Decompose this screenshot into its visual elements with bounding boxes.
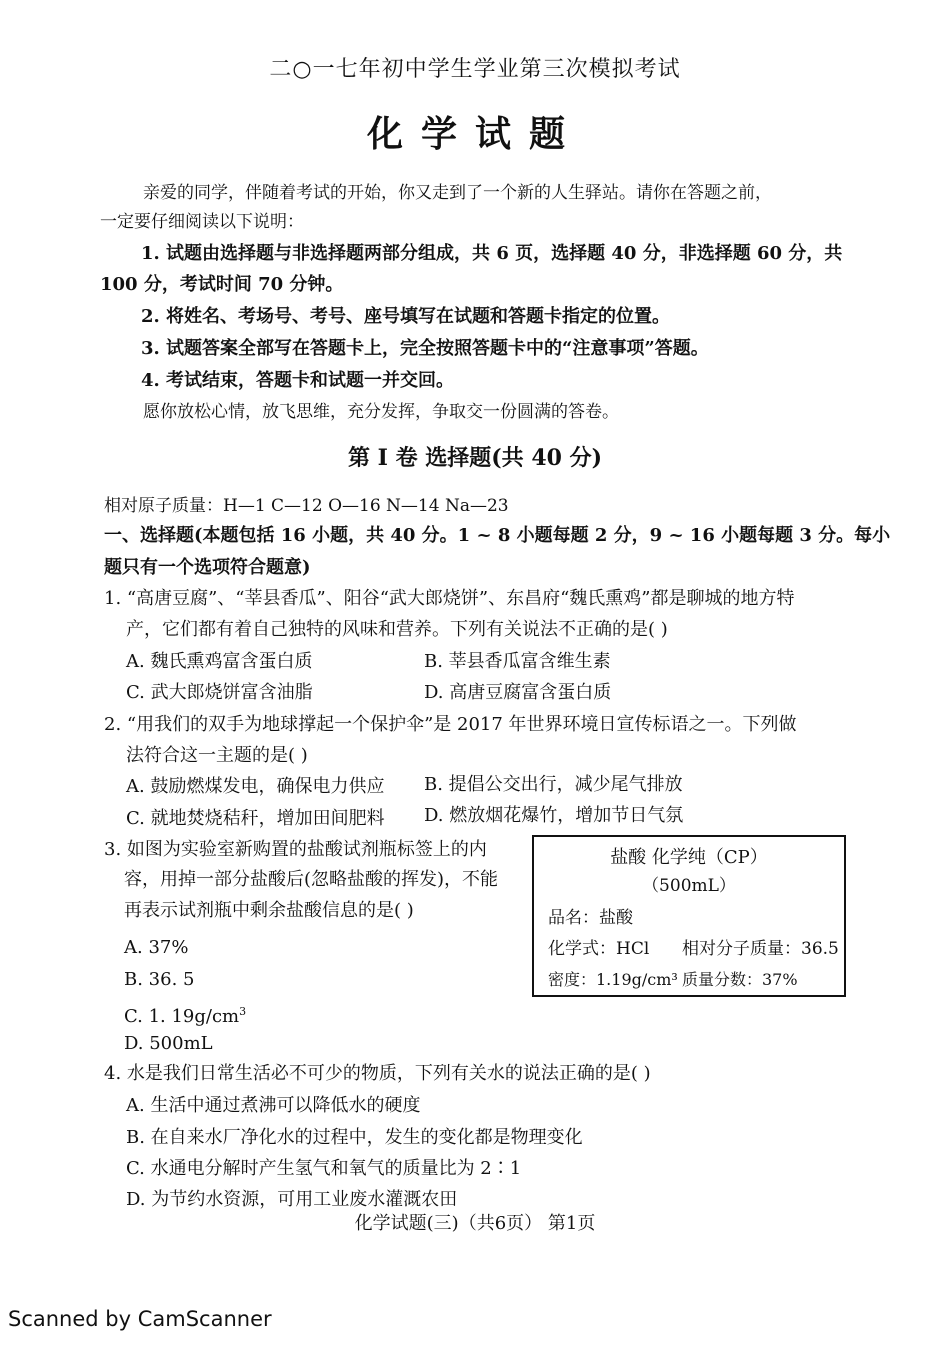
section-title: 第 Ⅰ 卷 选择题(共 40 分) (347, 445, 603, 471)
q3-option-c (124, 1000, 246, 1029)
reagent-label-box (532, 835, 846, 997)
q4-option-b: B. 在自来水厂净化水的过程中，发生的变化都是物理变化 (126, 1127, 583, 1148)
notice-rule-1-line-1: 1. 试题由选择题与非选择题两部分组成，共 6 页，选择题 40 分，非选择题 60 分，共 (141, 243, 843, 264)
q3-option-c-superscript: 3 (239, 1005, 247, 1018)
q3-stem-line-2: 容，用掉一部分盐酸后(忽略盐酸的挥发)，不能 (124, 869, 499, 890)
q3-stem-line-3: 再表示试剂瓶中剩余盐酸信息的是( ) (124, 900, 414, 921)
reagent-label-volume: （500mL） (642, 876, 736, 896)
section-instructions-line-2: 题只有一个选项符合题意) (104, 557, 311, 578)
q3-option-b: B. 36. 5 (124, 969, 195, 990)
q4-option-d: D. 为节约水资源，可用工业废水灌溉农田 (126, 1189, 458, 1210)
q1-stem-line-2: 产，它们都有着自己独特的风味和营养。下列有关说法不正确的是( ) (126, 619, 668, 640)
notice-closing: 愿你放松心情，放飞思维，充分发挥，争取交一份圆满的答卷。 (143, 402, 619, 422)
reagent-label-molar-mass: 相对分子质量：36.5 (682, 939, 839, 959)
q1-option-c: C. 武大郎烧饼富含油脂 (126, 682, 313, 703)
notice-intro-line-2: 一定要仔细阅读以下说明： (100, 212, 304, 232)
notice-rule-3: 3. 试题答案全部写在答题卡上，完全按照答题卡中的“注意事项”答题。 (141, 338, 709, 359)
q3-option-d: D. 500mL (124, 1033, 213, 1054)
q1-option-b: B. 莘县香瓜富含维生素 (424, 651, 611, 672)
q2-stem-line-2: 法符合这一主题的是( ) (126, 745, 308, 766)
notice-rule-4: 4. 考试结束，答题卡和试题一并交回。 (141, 370, 455, 391)
subject-title: 化学试题 (366, 113, 583, 155)
q3-option-a: A. 37% (124, 937, 189, 958)
notice-intro-line-1: 亲爱的同学，伴随着考试的开始，你又走到了一个新的人生驿站。请你在答题之前， (143, 183, 772, 203)
reagent-label-formula: 化学式：HCl (548, 939, 650, 959)
q1-option-a: A. 魏氏熏鸡富含蛋白质 (126, 651, 313, 672)
notice-rule-1-line-2: 100 分，考试时间 70 分钟。 (100, 274, 344, 295)
exam-title: 二○一七年初中学生学业第三次模拟考试 (269, 57, 681, 82)
q3-stem-line-1: 3. 如图为实验室新购置的盐酸试剂瓶标签上的内 (104, 839, 487, 860)
reagent-label-mass-fraction: 质量分数：37% (682, 970, 798, 989)
page-footer-info: 化学试题(三)（共6页） 第1页 (354, 1213, 596, 1234)
q2-option-b: B. 提倡公交出行，减少尾气排放 (424, 774, 683, 795)
scanner-watermark: Scanned by CamScanner (8, 1307, 272, 1331)
q4-option-c: C. 水通电分解时产生氢气和氧气的质量比为 2∶1 (126, 1158, 522, 1179)
q2-stem-line-1: 2. “用我们的双手为地球撑起一个保护伞”是 2017 年世界环境日宣传标语之一。下列做 (104, 714, 797, 735)
reagent-label-title: 盐酸 化学纯（CP） (610, 847, 768, 868)
reagent-label-density: 密度：1.19g/cm³ (548, 970, 678, 989)
q4-option-a: A. 生活中通过煮沸可以降低水的硬度 (126, 1095, 421, 1116)
q3-option-c-text: C. 1. 19g/cm (124, 1006, 240, 1027)
q2-option-a: A. 鼓励燃煤发电，确保电力供应 (126, 776, 385, 797)
q1-stem-line-1: 1. “高唐豆腐”、“莘县香瓜”、阳谷“武大郎烧饼”、东昌府“魏氏熏鸡”都是聊城的地方特 (104, 588, 795, 609)
section-instructions-line-1: 一、选择题(本题包括 16 小题，共 40 分。1 ~ 8 小题每题 2 分，9 ~ 16 小题每题 3 分。每小 (104, 525, 891, 546)
q2-option-c: C. 就地焚烧秸秆，增加田间肥料 (126, 808, 385, 829)
q1-option-d: D. 高唐豆腐富含蛋白质 (424, 682, 612, 703)
q4-stem: 4. 水是我们日常生活必不可少的物质，下列有关水的说法正确的是( ) (104, 1063, 651, 1084)
notice-rule-2: 2. 将姓名、考场号、考号、座号填写在试题和答题卡指定的位置。 (141, 306, 671, 327)
reagent-label-name: 品名：盐酸 (548, 908, 633, 928)
atomic-masses: 相对原子质量：H—1 C—12 O—16 N—14 Na—23 (104, 496, 509, 516)
q2-option-d: D. 燃放烟花爆竹，增加节日气氛 (424, 805, 684, 826)
